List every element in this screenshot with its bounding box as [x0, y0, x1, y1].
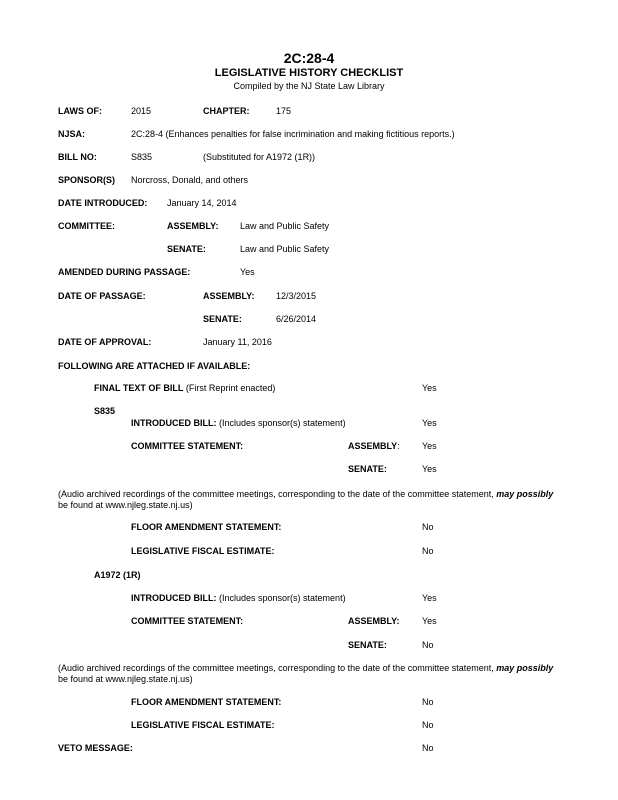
a1972-introduced-value: Yes: [422, 593, 437, 603]
s835-audio-note: [58, 489, 553, 500]
final-text-row: [94, 383, 275, 394]
s835-floor-label: FLOOR AMENDMENT STATEMENT:: [131, 522, 282, 532]
s835-introduced-row: [131, 418, 346, 429]
a1972-senate-label: SENATE:: [348, 640, 387, 650]
committee-senate-value: Law and Public Safety: [240, 244, 330, 254]
committee-label: COMMITTEE:: [58, 221, 115, 231]
a1972-audio-note-pre: (Audio archived recordings of the committee meetings, corresponding to the date of the committee statement,: [58, 663, 497, 673]
laws-of-value: 2015: [131, 106, 152, 116]
amended-label: AMENDED DURING PASSAGE:: [58, 267, 191, 277]
s835-fiscal-label: LEGISLATIVE FISCAL ESTIMATE:: [131, 546, 275, 556]
date-introduced-label: DATE INTRODUCED:: [58, 198, 148, 208]
final-text-value: Yes: [422, 383, 437, 393]
veto-value: No: [422, 743, 434, 753]
s835-senate-label: SENATE:: [348, 464, 387, 474]
laws-of-label: LAWS OF:: [58, 106, 102, 116]
committee-assembly-label: ASSEMBLY:: [167, 221, 219, 231]
s835-audio-note-emphasis: may possibly: [496, 489, 554, 499]
a1972-introduced-row: [131, 593, 346, 604]
a1972-introduced-note: (Includes sponsor(s) statement): [219, 593, 346, 603]
a1972-assembly-label: ASSEMBLY:: [348, 616, 400, 626]
s835-heading: S835: [94, 406, 116, 416]
chapter-label: CHAPTER:: [203, 106, 250, 116]
s835-assembly-row: [348, 441, 400, 452]
s835-assembly-label: ASSEMBLY: [348, 441, 398, 451]
passage-assembly-label: ASSEMBLY:: [203, 291, 255, 301]
final-text-label: FINAL TEXT OF BILL: [94, 383, 184, 393]
a1972-assembly-value: Yes: [422, 616, 437, 626]
veto-label: VETO MESSAGE:: [58, 743, 133, 753]
sponsors-label: SPONSOR(S): [58, 175, 116, 185]
a1972-audio-note: [58, 663, 553, 674]
a1972-fiscal-value: No: [422, 720, 434, 730]
a1972-heading: A1972 (1R): [94, 570, 141, 580]
date-approval-value: January 11, 2016: [203, 337, 272, 347]
amended-value: Yes: [240, 267, 255, 277]
bill-no-value: S835: [131, 152, 153, 162]
passage-senate-value: 6/26/2014: [276, 314, 317, 324]
sponsors-value: Norcross, Donald, and others: [131, 175, 249, 185]
chapter-value: 175: [276, 106, 292, 116]
final-text-note: (First Reprint enacted): [185, 383, 276, 393]
committee-senate-label: SENATE:: [167, 244, 206, 254]
committee-assembly-value: Law and Public Safety: [240, 221, 330, 231]
s835-floor-value: No: [422, 522, 434, 532]
statute-title: 2C:28-4: [283, 50, 335, 66]
s835-audio-note-post: be found at www.njleg.state.nj.us): [58, 500, 193, 510]
a1972-committee-statement-label: COMMITTEE STATEMENT:: [131, 616, 244, 626]
a1972-introduced-label: INTRODUCED BILL:: [131, 593, 217, 603]
s835-fiscal-value: No: [422, 546, 434, 556]
s835-assembly-value: Yes: [422, 441, 437, 451]
date-introduced-value: January 14, 2014: [167, 198, 237, 208]
a1972-fiscal-label: LEGISLATIVE FISCAL ESTIMATE:: [131, 720, 275, 730]
a1972-audio-note-emphasis: may possibly: [496, 663, 554, 673]
s835-introduced-label: INTRODUCED BILL:: [131, 418, 217, 428]
s835-committee-statement-label: COMMITTEE STATEMENT:: [131, 441, 244, 451]
compiled-by: Compiled by the NJ State Law Library: [233, 81, 385, 91]
date-approval-label: DATE OF APPROVAL:: [58, 337, 152, 347]
s835-assembly-colon: :: [397, 441, 400, 451]
bill-no-label: BILL NO:: [58, 152, 97, 162]
passage-assembly-value: 12/3/2015: [276, 291, 317, 301]
a1972-audio-note-post: be found at www.njleg.state.nj.us): [58, 674, 193, 684]
document-title: LEGISLATIVE HISTORY CHECKLIST: [214, 67, 404, 79]
passage-senate-label: SENATE:: [203, 314, 242, 324]
s835-introduced-note: (Includes sponsor(s) statement): [219, 418, 346, 428]
a1972-floor-value: No: [422, 697, 434, 707]
attached-heading: FOLLOWING ARE ATTACHED IF AVAILABLE:: [58, 361, 251, 371]
s835-audio-note-pre: (Audio archived recordings of the committee meetings, corresponding to the date of the committee statement,: [58, 489, 497, 499]
a1972-senate-value: No: [422, 640, 434, 650]
s835-introduced-value: Yes: [422, 418, 437, 428]
a1972-floor-label: FLOOR AMENDMENT STATEMENT:: [131, 697, 282, 707]
njsa-value: 2C:28-4 (Enhances penalties for false incrimination and making fictitious reports.): [131, 129, 455, 139]
njsa-label: NJSA:: [58, 129, 86, 139]
date-passage-label: DATE OF PASSAGE:: [58, 291, 146, 301]
bill-no-note: (Substituted for A1972 (1R)): [203, 152, 316, 162]
s835-senate-value: Yes: [422, 464, 437, 474]
